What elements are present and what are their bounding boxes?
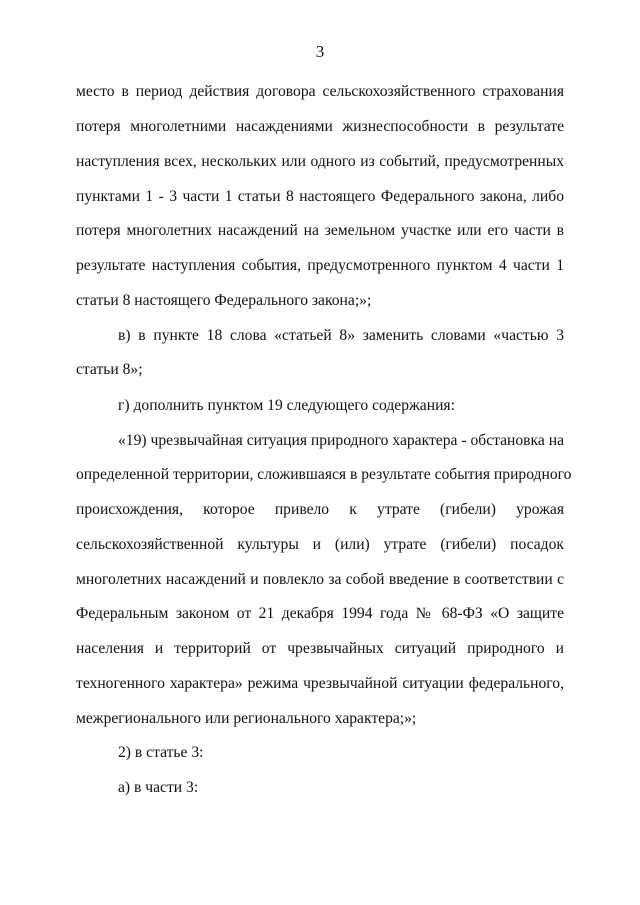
text-line: результате наступления события, предусмотренного пунктом 4 части 1 (76, 257, 564, 274)
paragraph-first-line: 2) в статье 3: (118, 744, 204, 761)
text-line: наступления всех, нескольких или одного из событий, предусмотренных (76, 153, 564, 170)
text-line: место в период действия договора сельскохозяйственного страхования (76, 83, 564, 100)
paragraph-first-line: а) в части 3: (118, 779, 199, 796)
text-line: пунктами 1 - 3 части 1 статьи 8 настоящего Федерального закона, либо (76, 188, 564, 205)
text-line: населения и территорий от чрезвычайных ситуаций природного и (76, 640, 564, 657)
text-line: сельскохозяйственной культуры и (или) утрате (гибели) посадок (76, 536, 564, 553)
text-line: определенной территории, сложившаяся в результате события природного (76, 466, 572, 483)
text-line: потеря многолетними насаждениями жизнеспособности в результате (76, 118, 564, 135)
text-line: статьи 8 настоящего Федерального закона;»; (76, 292, 372, 309)
paragraph-first-line: в) в пункте 18 слова «статьей 8» заменить словами «частью 3 (118, 327, 564, 344)
paragraph-first-line: «19) чрезвычайная ситуация природного характера - обстановка на (118, 432, 564, 449)
text-line: межрегионального или регионального характера;»; (76, 710, 417, 727)
paragraph-first-line: г) дополнить пунктом 19 следующего содержания: (118, 397, 455, 414)
text-line: статьи 8»; (76, 361, 143, 378)
text-line: происхождения, которое привело к утрате (гибели) урожая (76, 501, 564, 518)
text-line: Федеральным законом от 21 декабря 1994 года № 68-ФЗ «О защите (76, 605, 564, 622)
text-line: техногенного характера» режима чрезвычайной ситуации федерального, (76, 675, 564, 692)
text-line: многолетних насаждений и повлекло за собой введение в соответствии с (76, 571, 564, 588)
page-number: 3 (315, 42, 325, 61)
text-line: потеря многолетних насаждений на земельном участке или его части в (76, 222, 564, 239)
